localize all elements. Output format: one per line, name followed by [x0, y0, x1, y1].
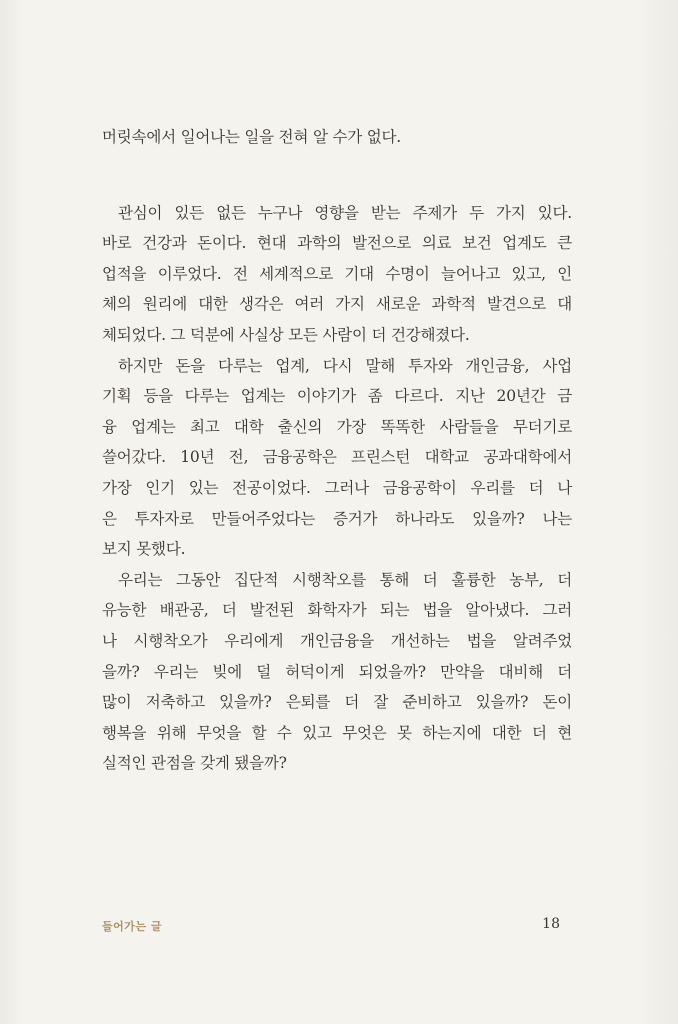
paragraph-4-line-4: 을까? 우리는 빚에 덜 허덕이게 되었을까? 만약을 대비해 더 [102, 662, 572, 681]
paragraph-2-line-2: 바로 건강과 돈이다. 현대 과학의 발전으로 의료 보건 업계도 큰 [102, 234, 572, 253]
body-text [102, 122, 572, 779]
running-title: 들어가는 글 [102, 920, 162, 933]
paragraph-4-line-1: 우리는 그동안 집단적 시행착오를 통해 더 훌륭한 농부, 더 [118, 570, 572, 589]
paragraph-4-line-7: 실적인 관점을 갖게 됐을까? [102, 754, 287, 773]
page-number: 18 [542, 916, 560, 932]
paragraph-2-line-3: 업적을 이루었다. 전 세계적으로 기대 수명이 늘어나고 있고, 인 [102, 264, 572, 283]
paragraph-3-line-5: 가장 인기 있는 전공이었다. 그러나 금융공학이 우리를 더 나 [102, 478, 572, 497]
paragraph-3-line-4: 쓸어갔다. 10년 전, 금융공학은 프린스턴 대학교 공과대학에서 [102, 448, 572, 467]
paragraph-3-line-3: 융 업계는 최고 대학 출신의 가장 똑똑한 사람들을 무더기로 [102, 417, 572, 436]
paragraph-4-line-3: 나 시행착오가 우리에게 개인금융을 개선하는 법을 알려주었 [102, 631, 572, 650]
paragraph-3-line-2: 기획 등을 다루는 업계는 이야기가 좀 다르다. 지난 20년간 금 [102, 387, 572, 406]
paragraph-2-line-4: 체의 원리에 대한 생각은 여러 가지 새로운 과학적 발견으로 대 [102, 295, 572, 314]
paragraph-2-line-1: 관심이 있든 없든 누구나 영향을 받는 주제가 두 가지 있다. [118, 203, 572, 222]
paragraph-3-line-1: 하지만 돈을 다루는 업계, 다시 말해 투자와 개인금융, 사업 [118, 356, 572, 375]
paragraph-4-line-6: 행복을 위해 무엇을 할 수 있고 무엇은 못 하는지에 대한 더 현 [102, 723, 572, 742]
paragraph-4-line-2: 유능한 배관공, 더 발전된 화학자가 되는 법을 알아냈다. 그러 [102, 601, 572, 620]
paragraph-4-line-5: 많이 저축하고 있을까? 은퇴를 더 잘 준비하고 있을까? 돈이 [102, 693, 572, 712]
paragraph-3-line-7: 보지 못했다. [102, 540, 186, 559]
paragraph-3-line-6: 은 투자자로 만들어주었다는 증거가 하나라도 있을까? 나는 [102, 509, 572, 528]
paragraph-1-line-1: 머릿속에서 일어나는 일을 전혀 알 수가 없다. [102, 128, 402, 146]
paragraph-gap [102, 153, 572, 198]
paragraph-2-line-5: 체되었다. 그 덕분에 사실상 모든 사람이 더 건강해졌다. [102, 325, 470, 344]
